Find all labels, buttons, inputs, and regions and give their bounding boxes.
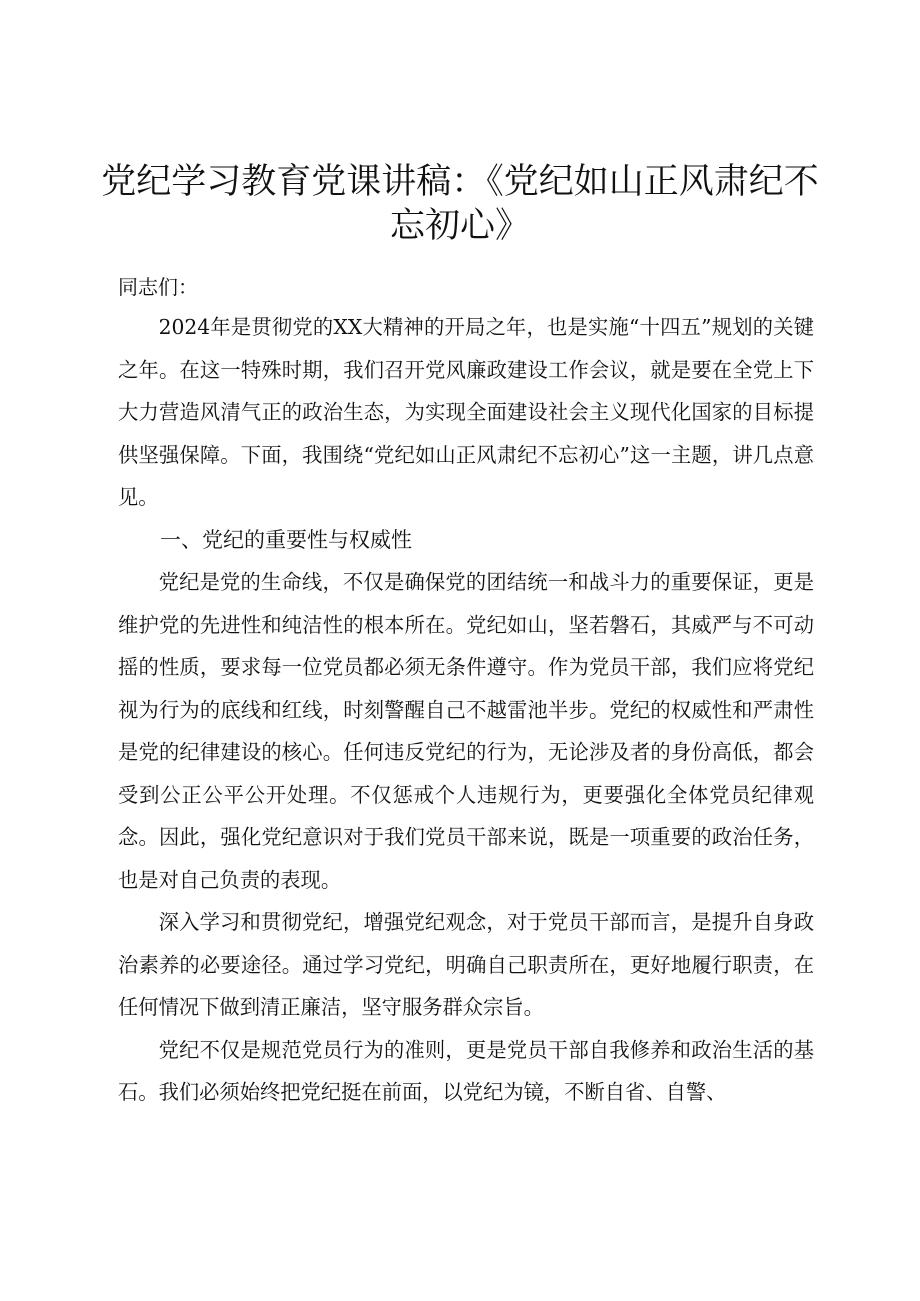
salutation: 同志们： xyxy=(118,275,198,299)
section-heading: 一、党纪的重要性与权威性 xyxy=(160,527,412,552)
document-title: 党纪学习教育党课讲稿：《党纪如山正风肃纪不忘初心》 xyxy=(101,162,819,246)
intro-paragraph: 2024年是贯彻党的XX大精神的开局之年，也是实施“十四五”规划的关键之年。在这一特殊时期，我们召开党风廉政建设工作会议，就是要在全党上下大力营造风清气正的政治生态，为实现全面建设社会主义现代化国家的目标提供坚强保障。下面，我围绕“党纪如山正风肃纪不忘初心”这一主题，讲几点意见。 xyxy=(118,315,814,509)
section-paragraph: 党纪不仅是规范党员行为的准则，更是党员干部自我修养和政治生活的基石。我们必须始终把党纪挺在前面，以党纪为镜，不断自省、自警、 xyxy=(118,1037,814,1104)
document-body xyxy=(118,306,814,1114)
section-paragraph: 党纪是党的生命线，不仅是确保党的团结统一和战斗力的重要保证，更是维护党的先进性和纯洁性的根本所在。党纪如山，坚若磐石，其威严与不可动摇的性质，要求每一位党员都必须无条件遵守。作为党员干部，我们应将党纪视为行为的底线和红线，时刻警醒自己不越雷池半步。党纪的权威性和严肃性是党的纪律建设的核心。任何违反党纪的行为，无论涉及者的身份高低，都会受到公正公平公开处理。不仅惩戒个人违规行为，更要强化全体党员纪律观念。因此，强化党纪意识对于我们党员干部来说，既是一项重要的政治任务，也是对自己负责的表现。 xyxy=(118,570,814,892)
section-paragraph: 深入学习和贯彻党纪，增强党纪观念，对于党员干部而言，是提升自身政治素养的必要途径。通过学习党纪，明确自己职责所在，更好地履行职责，在任何情况下做到清正廉洁，坚守服务群众宗旨。 xyxy=(118,910,814,1019)
